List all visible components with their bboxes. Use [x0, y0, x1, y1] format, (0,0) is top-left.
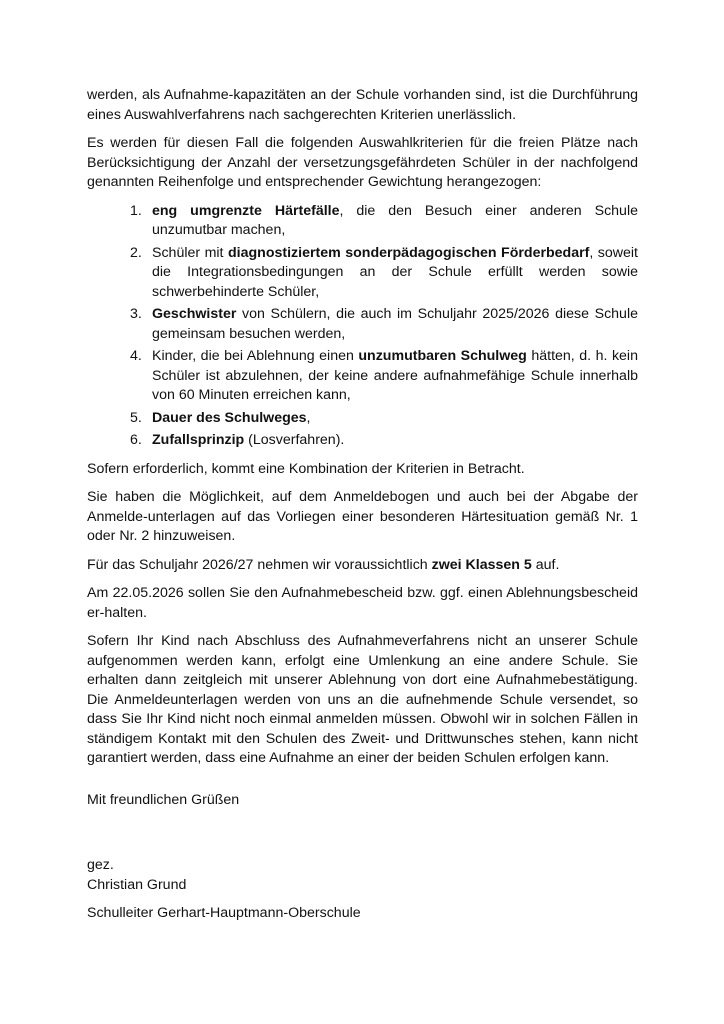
- paragraph-date: Am 22.05.2026 sollen Sie den Aufnahmebescheid bzw. ggf. einen Ablehnungsbescheid er-halten.: [87, 585, 638, 621]
- criteria-item: 2. Schüler mit diagnostiziertem sonderpädagogischen Förderbedarf, soweit die Integrationsbedingungen an der Schule erfüllt werden sowie schwerbehinderte Schüler,: [130, 244, 639, 300]
- paragraph-criteria-intro: Es werden für diesen Fall die folgenden Auswahlkriterien für die freien Plätze nach Berücksichtigung der Anzahl der versetzungsgefährdeten Schüler in der nachfolgend genannten Reihenfolge und entsprechender Gewichtung herangezogen:: [87, 135, 638, 190]
- signer-role: Schulleiter Gerhart-Hauptmann-Oberschule: [87, 905, 361, 921]
- letter-body: [87, 86, 638, 933]
- criteria-item: 4. Kinder, die bei Ablehnung einen unzumutbaren Schulweg hätten, d. h. kein Schüler ist abzulehnen, der keine andere aufnahmefähige Schule innerhalb von 60 Minuten erreichen kann,: [130, 348, 638, 403]
- criteria-list: [87, 202, 638, 451]
- greeting: Mit freundlichen Grüßen: [87, 791, 240, 808]
- paragraph-classes: Für das Schuljahr 2026/27 nehmen wir voraussichtlich zwei Klassen 5 auf.: [87, 556, 560, 573]
- paragraph-combination: Sofern erforderlich, kommt eine Kombination der Kriterien in Betracht.: [87, 460, 525, 477]
- criteria-item: 3. Geschwister von Schülern, die auch im Schuljahr 2025/2026 diese Schule gemeinsam besuchen werden,: [130, 306, 638, 342]
- criteria-item: 5. Dauer des Schulweges,: [130, 409, 311, 426]
- signature: gez. Christian Grund: [87, 857, 187, 893]
- criteria-item: 1. eng umgrenzte Härtefälle, die den Besuch einer anderen Schule unzumutbar machen,: [130, 202, 638, 238]
- paragraph-hardship: Sie haben die Möglichkeit, auf dem Anmeldebogen und auch bei der Abgabe der Anmelde-unterlagen auf das Vorliegen einer besonderen Härtesituation gemäß Nr. 1 oder Nr. 2 hinzuweisen.: [87, 489, 638, 544]
- paragraph-capacity: werden, als Aufnahme-kapazitäten an der Schule vorhanden sind, ist die Durchführung eines Auswahlverfahrens nach sachgerechten Kriterien unerlässlich.: [87, 87, 638, 123]
- paragraph-redirect: Sofern Ihr Kind nach Abschluss des Aufnahmeverfahrens nicht an unserer Schule aufgenommen werden kann, erfolgt eine Umlenkung an eine andere Schule. Sie erhalten dann zeitgleich mit unserer Ablehnung von dort eine Aufnahmebestätigung. Die Anmeldeunterlagen werden von uns an die aufnehmende Schule versendet, so dass Sie Ihr Kind nicht noch einmal anmelden müssen. Obwohl wir in solchen Fällen in ständigem Kontakt mit den Schulen des Zweit- und Drittwunsches stehen, kann nicht garantiert werden, dass eine Aufnahme an einer der beiden Schulen erfolgen kann.: [87, 633, 638, 766]
- criteria-item: 6. Zufallsprinzip (Losverfahren).: [130, 432, 345, 448]
